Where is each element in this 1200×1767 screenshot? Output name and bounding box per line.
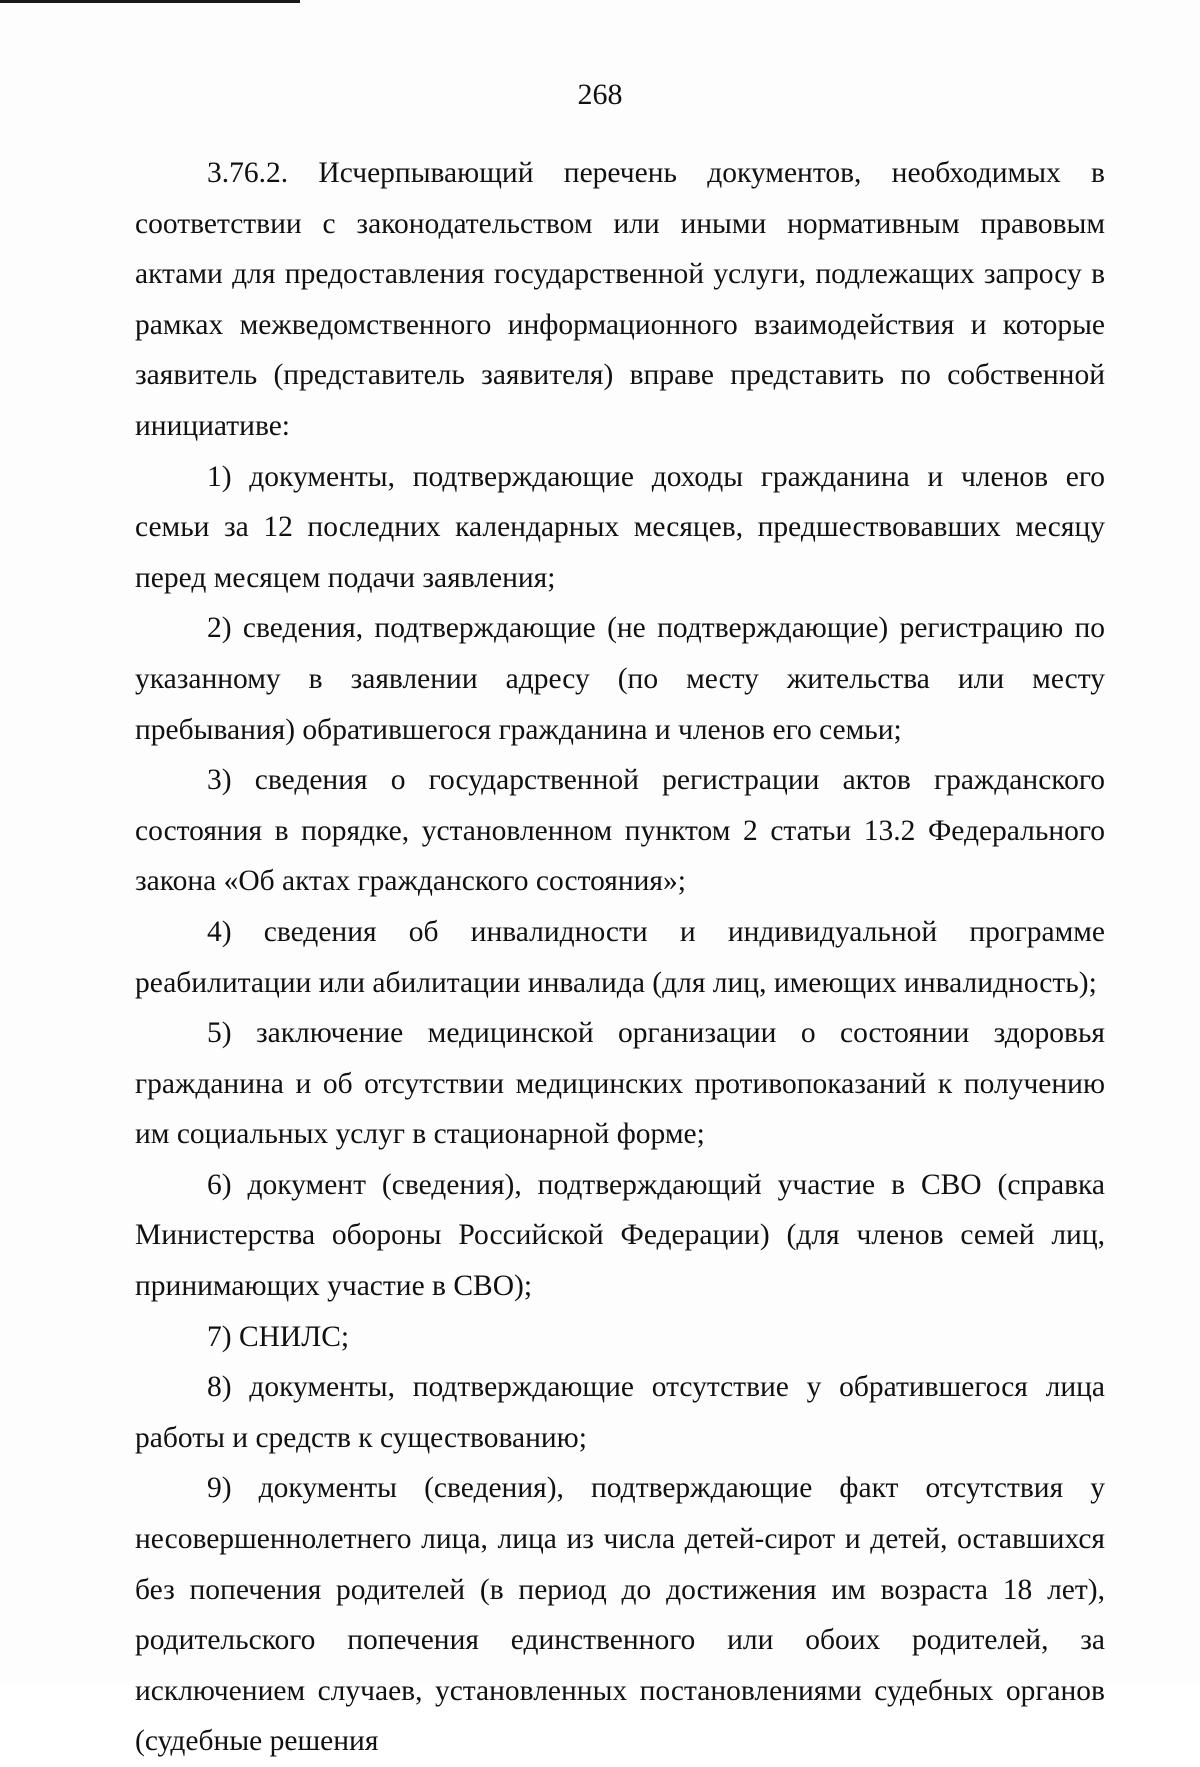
list-item-1: 1) документы, подтверждающие доходы гражданина и членов его семьи за 12 последних календарных месяцев, предшествовавших месяцу перед месяцем подачи заявления; xyxy=(135,460,1105,594)
scan-edge-line xyxy=(0,0,300,3)
list-item-4: 4) сведения об инвалидности и индивидуальной программе реабилитации или абилитации инвалида (для лиц, имеющих инвалидность); xyxy=(135,915,1105,999)
list-item-3: 3) сведения о государственной регистрации актов гражданского состояния в порядке, установленном пунктом 2 статьи 13.2 Федерального закона «Об актах гражданского состояния»; xyxy=(135,764,1105,898)
list-item-6: 6) документ (сведения), подтверждающий участие в СВО (справка Министерства обороны Российской Федерации) (для членов семей лиц, принимающих участие в СВО); xyxy=(135,1168,1105,1303)
document-body xyxy=(135,148,1105,1767)
list-item-8: 8) документы, подтверждающие отсутствие у обратившегося лица работы и средств к существованию; xyxy=(135,1371,1105,1454)
list-item-5: 5) заключение медицинской организации о состоянии здоровья гражданина и об отсутствии медицинских противопоказаний к получению им социальных услуг в стационарной форме; xyxy=(135,1017,1105,1151)
list-item-7: 7) СНИЛС; xyxy=(207,1320,350,1353)
paragraph-intro: 3.76.2. Исчерпывающий перечень документов, необходимых в соответствии с законодательством или иными нормативным правовым актами для предоставления государственной услуги, подлежащих запросу в рамках межведомственного информационного взаимодействия и которые заявитель (представитель заявителя) вправе представить по собственной инициативе: xyxy=(135,157,1105,442)
page-number: 268 xyxy=(577,78,623,111)
list-item-9: 9) документы (сведения), подтверждающие факт отсутствия у несовершеннолетнего лица, лица из числа детей-сирот и детей, оставшихся без попечения родителей (в период до достижения им возраста 18 лет), родительского попечения единственного или обоих родителей, за исключением случаев, установленных постановлениями судебных органов (судебные решения xyxy=(135,1472,1105,1758)
list-item-2: 2) сведения, подтверждающие (не подтверждающие) регистрацию по указанному в заявлении адресу (по месту жительства или месту пребывания) обратившегося гражданина и членов его семьи; xyxy=(135,612,1105,746)
